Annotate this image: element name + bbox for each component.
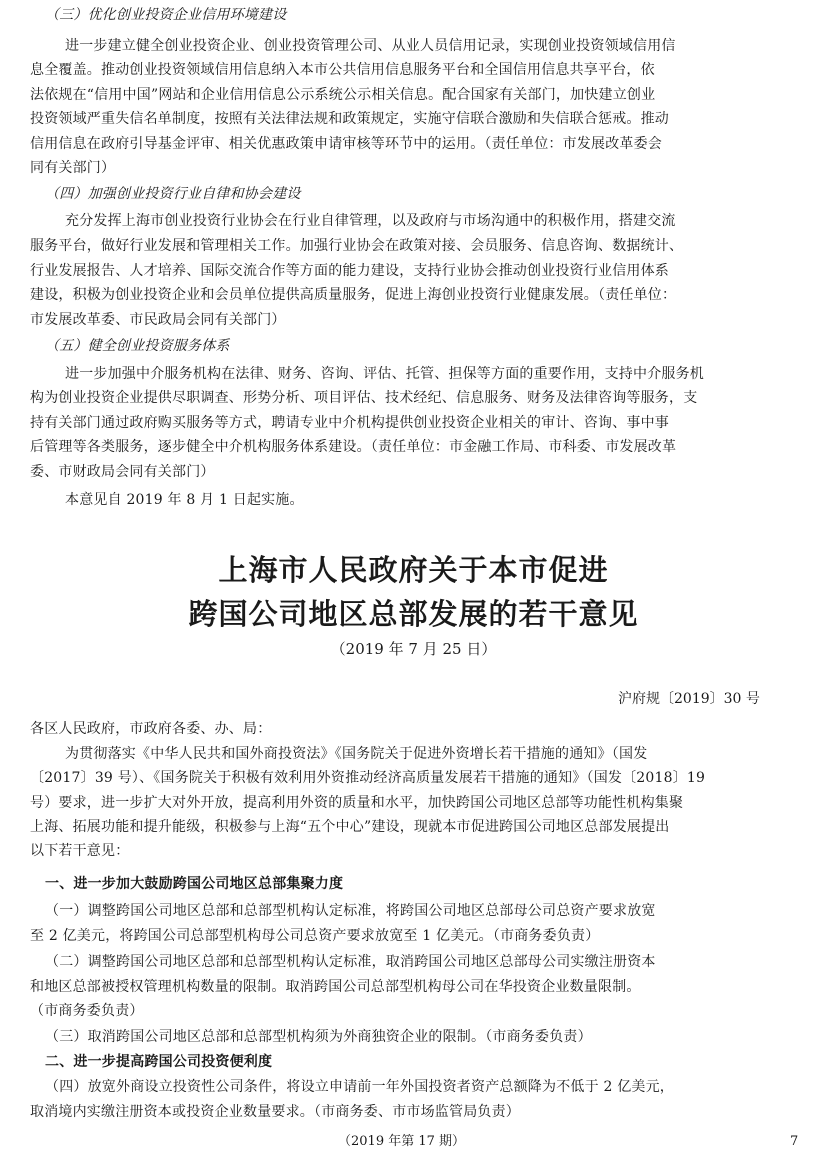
effective-date: 本意见自 2019 年 8 月 1 日起实施。: [65, 492, 304, 508]
paragraph-line: 信用信息在政府引导基金评审、相关优惠政策申请审核等环节中的运用。（责任单位：市发展改革委会: [30, 136, 662, 152]
paragraph-line: 息全覆盖。推动创业投资领域信用信息纳入本市公共信用信息服务平台和全国信用信息共享平台，依: [30, 62, 655, 78]
paragraph-line: 取消境内实缴注册资本或投资企业数量要求。（市商务委、市市场监管局负责）: [30, 1104, 520, 1120]
paragraph-line: 为贯彻落实《中华人民共和国外商投资法》《国务院关于促进外资增长若干措施的通知》（国发: [65, 746, 648, 762]
paragraph-line: 行业发展报告、人才培养、国际交流合作等方面的能力建设，支持行业协会推动创业投资行业信用体系: [30, 263, 669, 279]
paragraph-line: （四）放宽外商设立投资性公司条件，将设立申请前一年外国投资者资产总额降为不低于 2 亿美元，: [45, 1079, 675, 1095]
paragraph-line: （一）调整跨国公司地区总部和总部型机构认定标准，将跨国公司地区总部母公司总资产要求放宽: [45, 903, 656, 919]
paragraph-line: （市商务委负责）: [30, 1003, 144, 1019]
paragraph-line: 〔2017〕39 号）、《国务院关于积极有效利用外资推动经济高质量发展若干措施的通知》（国发〔2018〕19: [30, 770, 706, 786]
recipients: 各区人民政府，市政府各委、办、局：: [30, 721, 272, 737]
paragraph-line: 市发展改革委、市民政局会同有关部门）: [30, 312, 286, 328]
paragraph-line: 同有关部门）: [30, 160, 116, 176]
paragraph-line: （三）取消跨国公司地区总部和总部型机构须为外商独资企业的限制。（市商务委负责）: [45, 1029, 592, 1045]
paragraph-line: 至 2 亿美元，将跨国公司总部型机构母公司总资产要求放宽至 1 亿美元。（市商务委负责）: [30, 928, 600, 944]
paragraph-line: 后管理等各类服务，逐步健全中介机构服务体系建设。（责任单位：市金融工作局、市科委、市发展改革: [30, 439, 677, 455]
paragraph-line: （二）调整跨国公司地区总部和总部型机构认定标准，取消跨国公司地区总部母公司实缴注册资本: [45, 954, 656, 970]
paragraph-line: 建设，积极为创业投资企业和会员单位提供高质量服务，促进上海创业投资行业健康发展。（责任单位：: [30, 287, 677, 303]
section-heading-5: （五）健全创业投资服务体系: [45, 338, 230, 354]
document-number: 沪府规〔2019〕30 号: [618, 691, 760, 707]
document-title-line-1: 上海市人民政府关于本市促进: [218, 553, 609, 587]
section-heading-1: 一、进一步加大鼓励跨国公司地区总部集聚力度: [45, 876, 344, 892]
document-title-line-2: 跨国公司地区总部发展的若干意见: [188, 597, 639, 631]
paragraph-line: 构为创业投资企业提供尽职调查、形势分析、项目评估、技术经纪、信息服务、财务及法律咨询等服务，支: [30, 390, 698, 406]
section-heading-4: （四）加强创业投资行业自律和协会建设: [45, 186, 301, 202]
paragraph-line: 法依规在“信用中国”网站和企业信用信息公示系统公示相关信息。配合国家有关部门，加快建立创业: [30, 87, 656, 103]
paragraph-line: 号）要求，进一步扩大对外开放，提高利用外资的质量和水平，加快跨国公司地区总部等功能性机构集聚: [30, 795, 684, 811]
paragraph-line: 以下若干意见：: [30, 843, 130, 859]
paragraph-line: 充分发挥上海市创业投资行业协会在行业自律管理，以及政府与市场沟通中的积极作用，搭建交流: [65, 213, 676, 229]
page-number: 7: [790, 1134, 799, 1149]
paragraph-line: 服务平台，做好行业发展和管理相关工作。加强行业协会在政策对接、会员服务、信息咨询、数据统计、: [30, 238, 684, 254]
issue-number: （2019 年第 17 期）: [338, 1134, 466, 1149]
paragraph-line: 进一步建立健全创业投资企业、创业投资管理公司、从业人员信用记录，实现创业投资领域信用信: [65, 38, 676, 54]
section-heading-3: （三）优化创业投资企业信用环境建设: [45, 7, 287, 23]
paragraph-line: 委、市财政局会同有关部门）: [30, 464, 215, 480]
paragraph-line: 持有关部门通过政府购买服务等方式，聘请专业中介机构提供创业投资企业相关的审计、咨询、事中事: [30, 415, 669, 431]
paragraph-line: 和地区总部被授权管理机构数量的限制。取消跨国公司总部型机构母公司在华投资企业数量限制。: [30, 979, 641, 995]
paragraph-line: 进一步加强中介服务机构在法律、财务、咨询、评估、托管、担保等方面的重要作用，支持中介服务机: [65, 366, 704, 382]
document-date: （2019 年 7 月 25 日）: [330, 640, 497, 658]
paragraph-line: 上海、拓展功能和提升能级，积极参与上海“五个中心”建设，现就本市促进跨国公司地区总部发展提出: [30, 819, 670, 835]
section-heading-2: 二、进一步提高跨国公司投资便利度: [45, 1054, 273, 1070]
paragraph-line: 投资领域严重失信名单制度，按照有关法律法规和政策规定，实施守信联合激励和失信联合惩戒。推动: [30, 111, 669, 127]
